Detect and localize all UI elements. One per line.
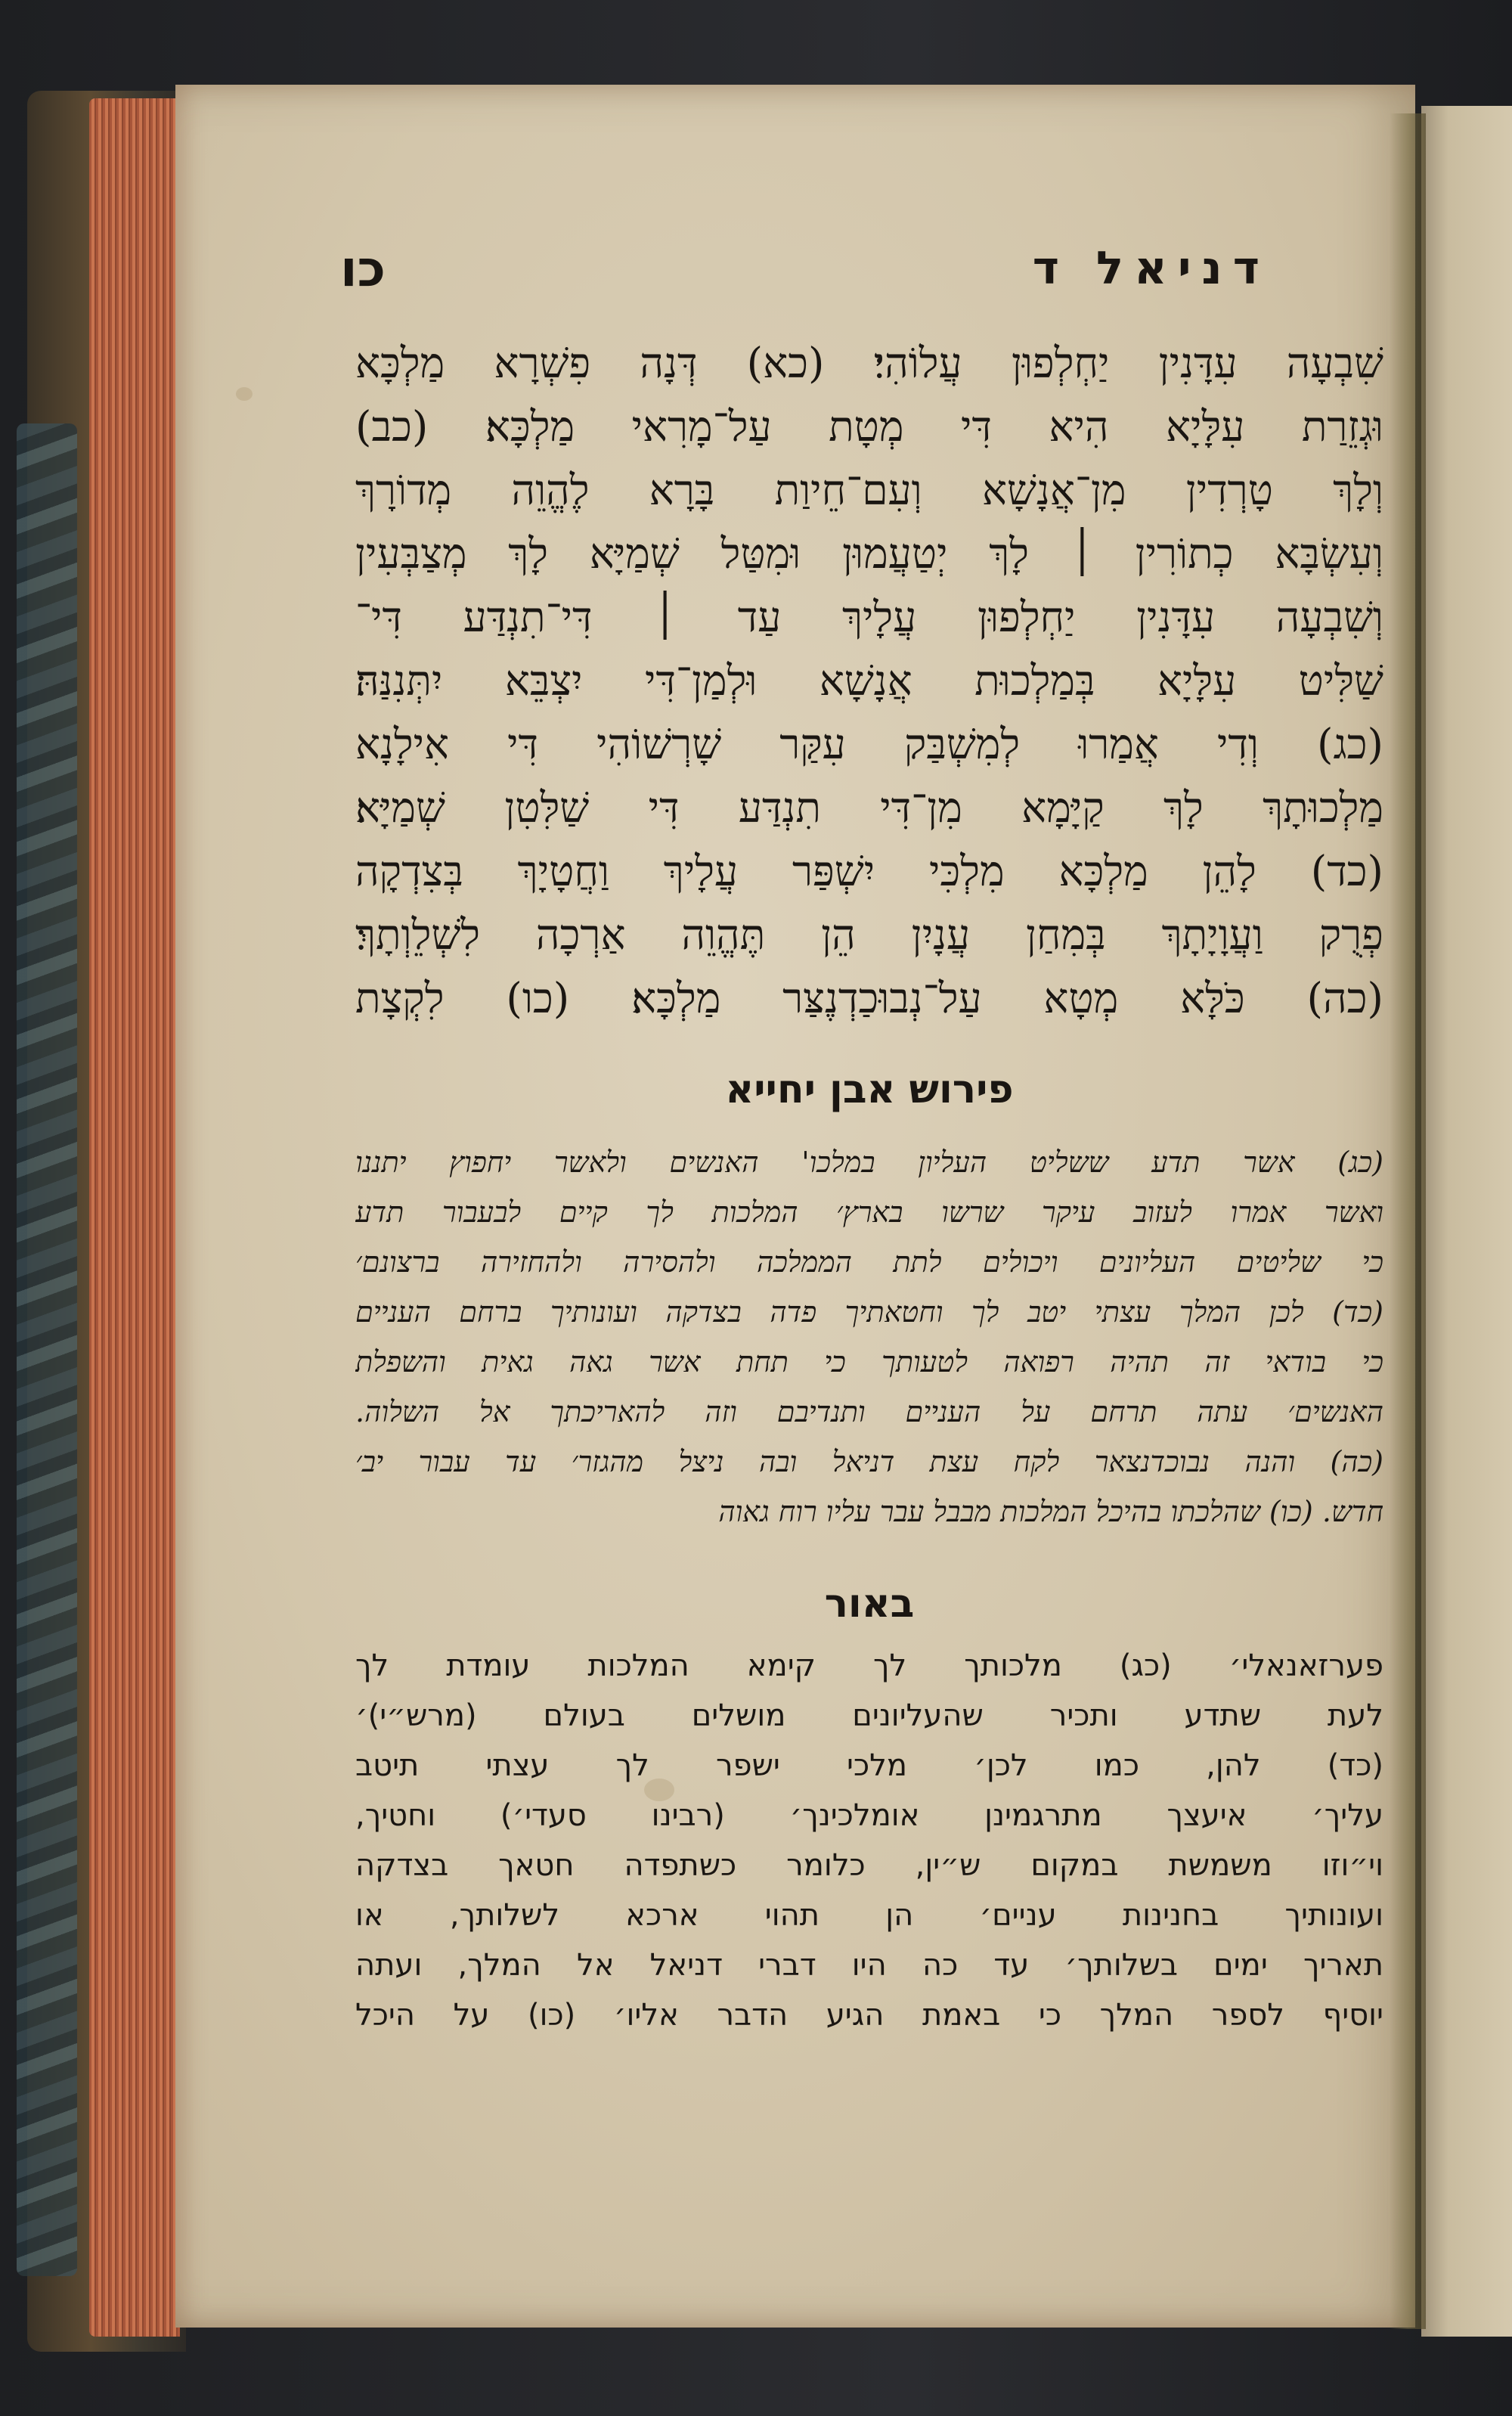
biur-heading: באור [824, 1581, 915, 1627]
biur-line: תאריך ימים בשלותך׳ עד כה היו דברי דניאל אל המלך, ועתה [355, 1948, 1383, 1983]
biur-block [355, 1641, 1383, 2040]
commentary-line: (כה) והנה נבוכדנצאר לקח עצת דניאל ובה ניצל מהגזר׳ עד עבור יב׳ [355, 1445, 1383, 1478]
commentary-line: (כד) לכן המלך עצתי יטב לך וחטאתיך פדה בצדקה ועונותיך ברחם העניים [355, 1295, 1383, 1329]
page-number: כו [340, 239, 386, 298]
commentary-line: ואשר אמרו לעזוב עיקר שרשו בארץ׳ המלכות לך קיים לבעבור תדע [355, 1196, 1383, 1229]
page-header [340, 227, 1383, 310]
biur-line: ועונותיך בחנינות עניים׳ הן תהוי ארכא לשלותך, או [355, 1898, 1383, 1933]
main-text-line: מַלְכוּתָךְ לָךְ קַיָּמָא מִן־דִּי תִנְדַּע דִּי שַׁלִּטִן שְׁמַיָּא׃ [355, 783, 1383, 832]
main-text-line: פְרֻק וַעֲוָיָתָךְ בְּמִחַן עֲנָיִן הֵן תֶּהֱוֵה אַרְכָה לִשְׁלֵוְתָךְ׃ [355, 910, 1383, 959]
paper-stain [236, 387, 253, 401]
main-text-line: וְלָךְ טָרְדִין מִן־אֲנָשָׁא וְעִם־חֵיוַת בָּרָא לֶהֱוֵה מְדוֹרָךְ [355, 466, 1383, 514]
biur-line: יוסיף לספר המלך כי באמת הגיע הדבר אליו׳ (כו) על היכל [355, 1998, 1383, 2033]
commentary-line: האנשים׳ עתה תרחם על העניים ותנדיבם וזה להאריכתך אל השלוה. [355, 1395, 1383, 1428]
commentary-block [355, 1137, 1383, 1537]
main-text-line: (כג) וְדִי אֲמַרוּ לְמִשְׁבַּק עִקַּר שָׁרְשׁוֹהִי דִּי אִילָנָא [355, 720, 1383, 768]
main-text-line: (כד) לָהֵן מַלְכָּא מִלְכִּי יִשְׁפַּר עֲלָיךְ וַחֲטָיָךְ בְּצִדְקָה [355, 847, 1383, 895]
main-text-line: שִׁבְעָה עִדָּנִין יַחְלְפוּן עֲלוֹהִי׃ (כא) דְּנָה פִשְׁרָא מַלְכָּא [355, 339, 1383, 387]
commentary-line: חדש. (כו) שהלכתו בהיכל המלכות מבבל עבר עליו רוח גאוה [718, 1495, 1383, 1528]
biur-line: עליך׳ איעצך מתרגמינן אומלכינך׳ (רבינו סעדי׳) וחטיך, [355, 1798, 1383, 1833]
commentary-heading: פירוש אבן יחייא [725, 1067, 1014, 1112]
main-text-line: וְשִׁבְעָה עִדָּנִין יַחְלְפוּן עֲלָיךְ עַד ׀ דִּי־תִנְדַּע דִּי־ [355, 593, 1383, 641]
main-text-line: שַׁלִּיט עִלָּיָא בְּמַלְכוּת אֲנָשָׁא וּלְמַן־דִּי יִצְבֵּא יִתְּנִנַּהּ׃ [355, 656, 1383, 705]
main-text-line: וְעִשְׂבָּא כְתוֹרִין ׀ לָךְ יְטַעֲמוּן וּמִטַּל שְׁמַיָּא לָךְ מְצַבְּעִין [355, 529, 1383, 578]
biur-line: לעת שתדע ותכיר שהעליונים מושלים בעולם (מרש״י)׳ [355, 1698, 1383, 1733]
running-title: דניאל ד [1032, 242, 1270, 295]
marbled-cover-pattern [17, 423, 77, 2276]
page-content [340, 227, 1383, 2040]
biur-line: וי״וזו משמשת במקום ש״ין, כלומר כשתפדה חטאך בצדקה [355, 1848, 1383, 1883]
main-text-line: וּגְזֵרַת עִלָּיָא הִיא דִּי מְטָת עַל־מָרִאי מַלְכָּא׃ (כב) [355, 402, 1383, 451]
main-text-line: (כה) כֹּלָּא מְטָא עַל־נְבוּכַדְנֶצַּר מַלְכָּא׃ (כו) לִקְצָת [355, 974, 1383, 1022]
main-text-block [355, 331, 1383, 1030]
book-gutter [1390, 113, 1426, 2329]
page-edges [89, 98, 180, 2337]
commentary-line: (כג) אשר תדע ששליט העליון במלכו' האנשים ולאשר יחפוץ יתננו [355, 1146, 1383, 1179]
commentary-line: כי בודאי זה תהיה רפואה לטעותך כי תחת אשר גאה גאית והשפלת [355, 1345, 1383, 1379]
biur-line: (כד) להן, כמו לכן׳ מלכי ישפר לך עצתי תיטב [355, 1748, 1383, 1783]
facing-page [1421, 106, 1512, 2337]
commentary-line: כי שליטים העליונים ויכולים לתת הממלכה ולהסירה ולהחזירה ברצונם׳ [355, 1245, 1383, 1279]
biur-line: פערזאנאלי׳ (כג) מלכותך לך קימא המלכות עומדת לך [355, 1648, 1383, 1683]
